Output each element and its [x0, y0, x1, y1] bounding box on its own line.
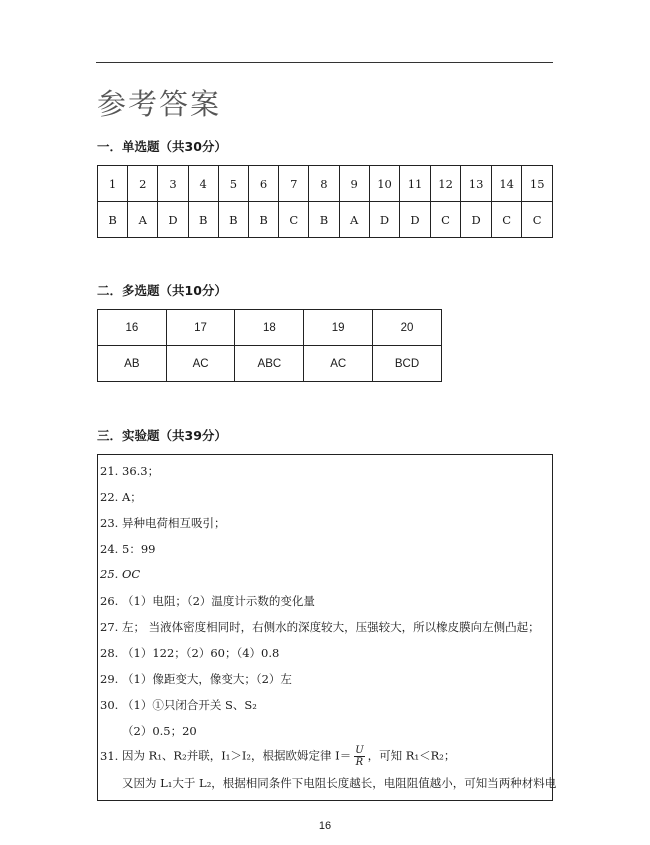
table-cell: AC — [166, 346, 235, 382]
answer-line-21: 21. 36.3； — [100, 464, 160, 478]
table-row-numbers — [98, 166, 553, 202]
table-cell: 13 — [461, 166, 492, 202]
answer-line-29: 29. （1）像距变大，像变大；（2）左 — [100, 672, 292, 686]
single-choice-answer-table — [97, 165, 553, 238]
table-cell: 1 — [98, 166, 128, 202]
table-cell: 2 — [128, 166, 158, 202]
ohms-law-fraction: $\frac{U}{R}$ — [355, 745, 364, 768]
table-cell: D — [158, 202, 188, 238]
table-cell: AC — [304, 346, 373, 382]
answer-line-27: 27. 左； 当液体密度相同时，右侧水的深度较大，压强较大，所以橡皮膜向左侧凸起； — [100, 620, 540, 634]
table-cell: 5 — [218, 166, 248, 202]
table-cell: 3 — [158, 166, 188, 202]
table-cell: 10 — [369, 166, 400, 202]
table-cell: 14 — [491, 166, 522, 202]
page-title: 参考答案 — [97, 87, 222, 121]
table-cell: D — [461, 202, 492, 238]
table-cell: C — [279, 202, 309, 238]
table-cell: A — [339, 202, 369, 238]
table-row-answers — [98, 346, 442, 382]
table-cell: 16 — [98, 310, 167, 346]
answer-line-30: 30. （1）①只闭合开关 S、S₂ — [100, 698, 257, 712]
table-cell: B — [98, 202, 128, 238]
table-cell: 11 — [400, 166, 431, 202]
answer-line-23: 23. 异种电荷相互吸引； — [100, 516, 226, 530]
table-cell: ABC — [235, 346, 304, 382]
table-cell: B — [218, 202, 248, 238]
answer-line-28: 28. （1）122；（2）60；（4）0.8 — [100, 646, 280, 660]
table-cell: 6 — [248, 166, 278, 202]
table-cell: 8 — [309, 166, 339, 202]
table-cell: B — [188, 202, 218, 238]
table-cell: 20 — [373, 310, 442, 346]
answer-line-31: 31. 因为 R₁、R₂并联，I₁＞I₂，根据欧姆定律 I＝ $\frac{U}{R}$ ，可知 R₁＜R₂； — [100, 745, 456, 768]
answer-line-25: 25. OC — [100, 567, 141, 581]
answer-line-31-continued: 又因为 L₁大于 L₂，根据相同条件下电阻长度越长，电阻阻值越小，可知当两种材料电 — [122, 776, 557, 790]
table-cell: 9 — [339, 166, 369, 202]
section-heading-single-choice: 一．单选题（共30分） — [97, 139, 227, 154]
table-cell: 17 — [166, 310, 235, 346]
table-cell: 12 — [430, 166, 461, 202]
table-cell: C — [491, 202, 522, 238]
table-cell: 4 — [188, 166, 218, 202]
table-cell: B — [309, 202, 339, 238]
table-row-numbers — [98, 310, 442, 346]
table-cell: D — [400, 202, 431, 238]
table-cell: 7 — [279, 166, 309, 202]
answer-line-24: 24. 5：99 — [100, 542, 156, 556]
table-cell: A — [128, 202, 158, 238]
table-cell: C — [522, 202, 553, 238]
table-cell: B — [248, 202, 278, 238]
answer-line-30-part-2: （2）0.5；20 — [122, 724, 197, 738]
table-row-answers — [98, 202, 553, 238]
answer-line-22: 22. A； — [100, 490, 142, 504]
header-rule — [96, 62, 553, 63]
table-cell: BCD — [373, 346, 442, 382]
section-heading-multiple-choice: 二．多选题（共10分） — [97, 283, 227, 298]
multiple-choice-answer-table — [97, 309, 442, 382]
table-cell: AB — [98, 346, 167, 382]
page-number: 16 — [318, 820, 332, 832]
table-cell: 19 — [304, 310, 373, 346]
answer-line-26: 26. （1）电阻；（2）温度计示数的变化量 — [100, 594, 315, 608]
table-cell: C — [430, 202, 461, 238]
experiment-answer-box — [97, 454, 557, 801]
section-heading-experiment: 三．实验题（共39分） — [97, 428, 227, 443]
table-cell: D — [369, 202, 400, 238]
table-cell: 18 — [235, 310, 304, 346]
table-cell: 15 — [522, 166, 553, 202]
